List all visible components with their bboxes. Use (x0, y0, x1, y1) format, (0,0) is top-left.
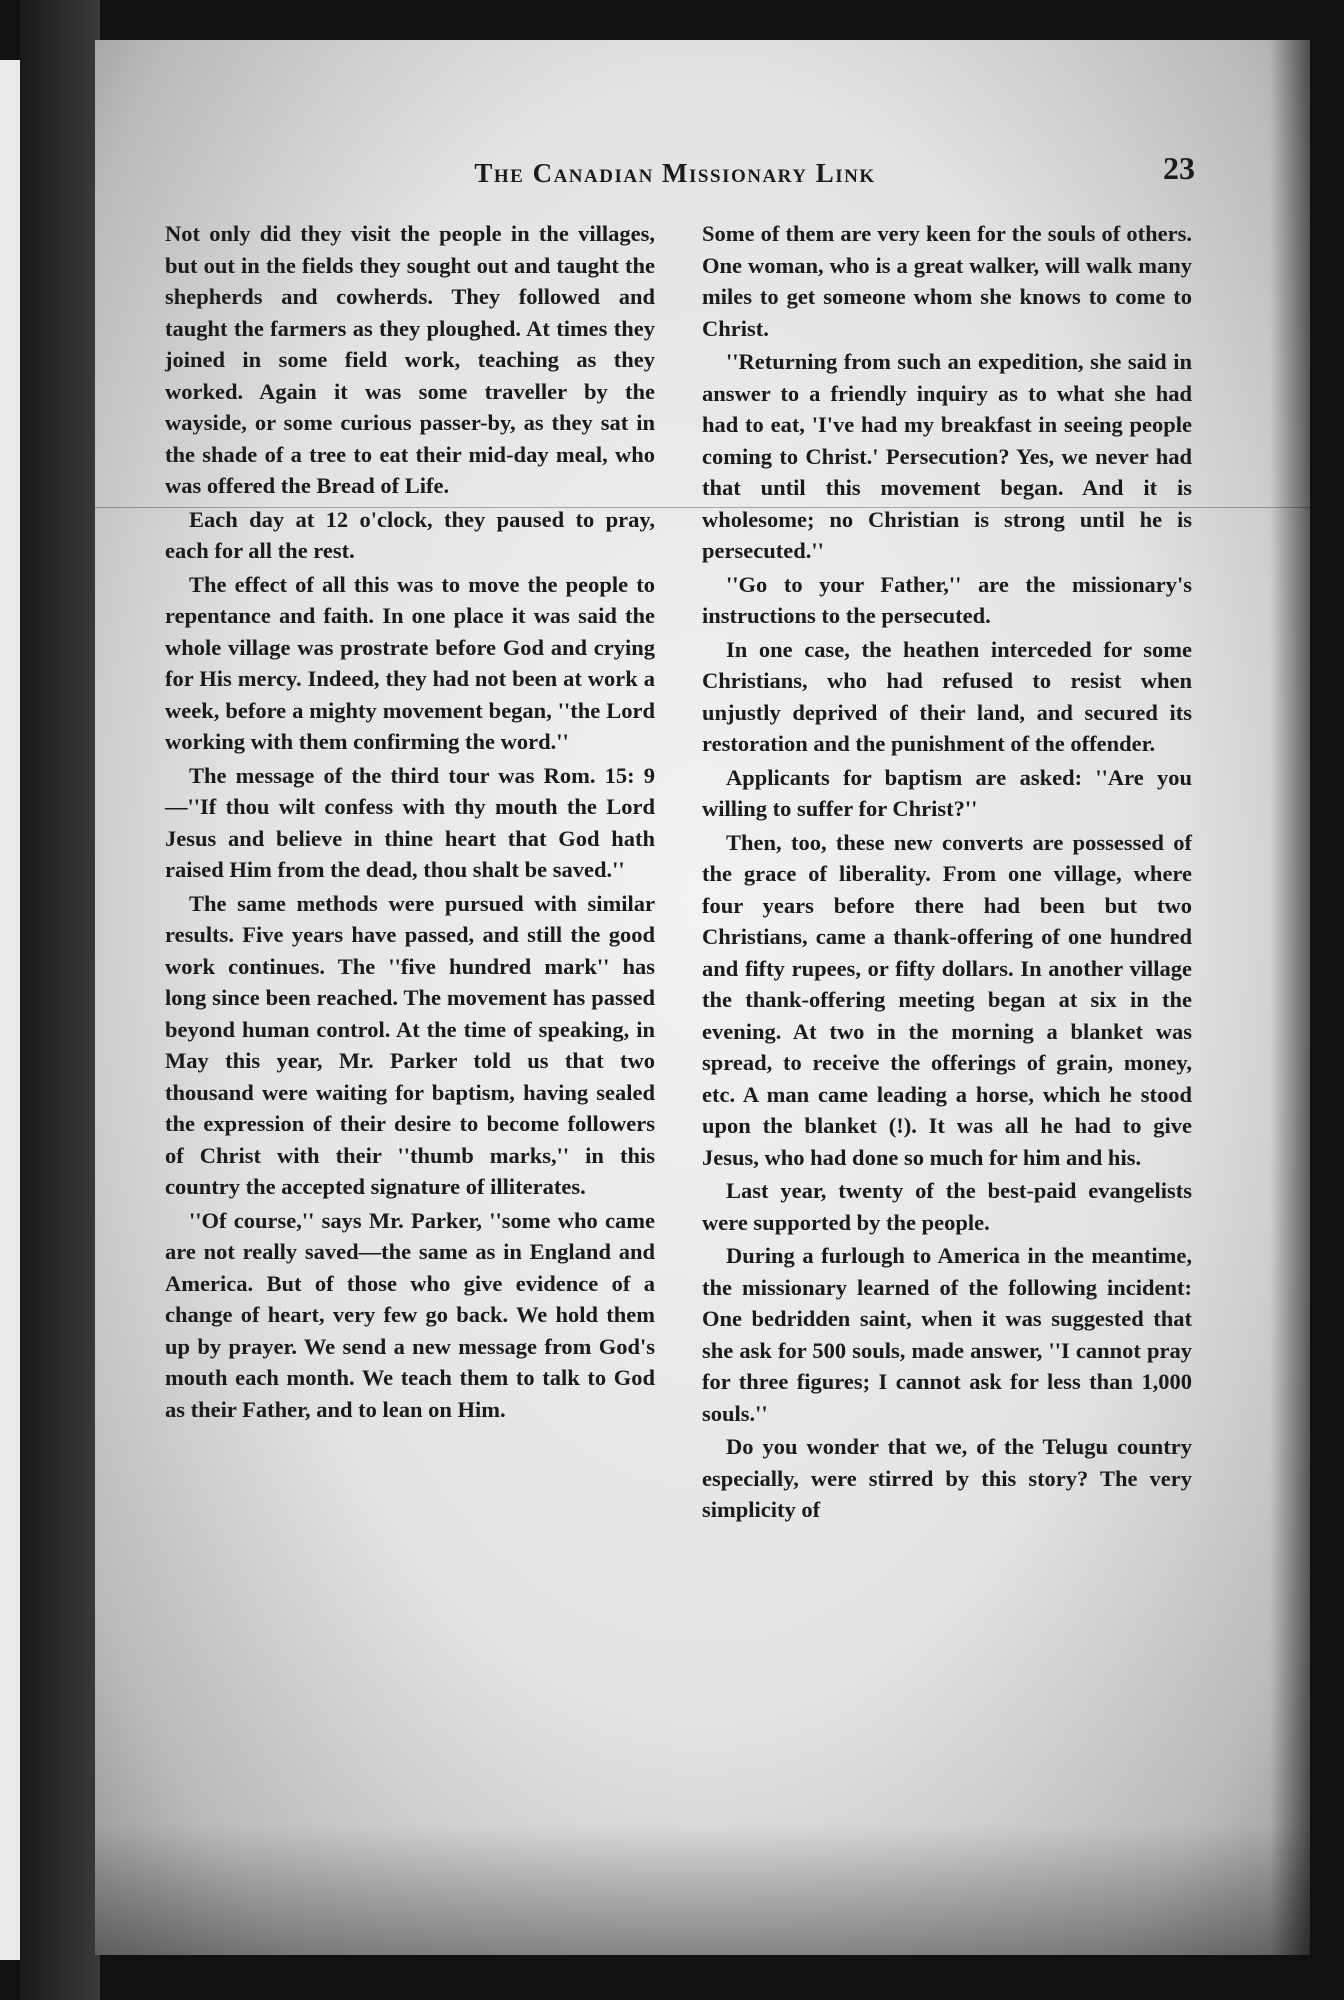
paragraph: Not only did they visit the people in the villages, but out in the fields they sought out and taught the shepherds and cowherds. They followed and taught the farmers as they ploughed. At times they joined in some field work, teaching as they worked. Again it was some traveller by the wayside, or some curious passer-by, as they sat in the shade of a tree to eat their mid-day meal, who was offered the Bread of Life. (165, 221, 655, 498)
paragraph: Applicants for baptism are asked: ''Are you willing to suffer for Christ?'' (702, 764, 1192, 821)
book-page (95, 40, 1310, 1955)
page-header (95, 150, 1310, 218)
paragraph: ''Go to your Father,'' are the missionary's instructions to the persecuted. (702, 571, 1192, 628)
paragraph: Then, too, these new converts are possessed of the grace of liberality. From one village, where four years before there had been but two Christians, came a thank-offering of one hundred and fifty rupees, or fifty dollars. In another village the thank-offering meeting began at six in the evening. At two in the morning a blanket was spread, to receive the offerings of grain, money, etc. A man came leading a horse, which he stood upon the blanket (!). It was all he had to give Jesus, who had done so much for him and his. (702, 829, 1192, 1170)
gutter-shadow (20, 0, 100, 2000)
left-column (165, 218, 655, 1427)
paragraph: Last year, twenty of the best-paid evangelists were supported by the people. (702, 1178, 1192, 1235)
paragraph: In one case, the heathen interceded for some Christians, who had refused to resist when unjustly deprived of their land, and secured its restoration and the punishment of the offender. (702, 636, 1192, 756)
paragraph: The effect of all this was to move the people to repentance and faith. In one place it was said the whole village was prostrate before God and crying for His mercy. Indeed, they had not been at work a week, before a mighty movement began, ''the Lord working with them confirming the word.'' (165, 571, 655, 754)
paragraph: ''Returning from such an expedition, she said in answer to a friendly inquiry as to what she had had to eat, 'I've had my breakfast in seeing people coming to Christ.' Persecution? Yes, we never had that until this movement began. And it is wholesome; no Christian is strong until he is persecuted.'' (702, 349, 1192, 563)
running-title: The Canadian Missionary Link (474, 158, 876, 188)
page-edge-shadow (1270, 40, 1310, 1955)
page-number: 23 (1163, 150, 1195, 186)
paragraph: Some of them are very keen for the souls of others. One woman, who is a great walker, will walk many miles to get someone whom she knows to come to Christ. (702, 221, 1192, 341)
paragraph: ''Of course,'' says Mr. Parker, ''some who came are not really saved—the same as in England and America. But of those who give evidence of a change of heart, very few go back. We hold them up by prayer. We send a new message from God's mouth each month. We teach them to talk to God as their Father, and to lean on Him. (165, 1207, 655, 1422)
paragraph: The same methods were pursued with similar results. Five years have passed, and still the good work continues. The ''five hundred mark'' has long since been reached. The movement has passed beyond human control. At the time of speaking, in May this year, Mr. Parker told us that two thousand were waiting for baptism, having sealed the expression of their desire to become followers of Christ with their ''thumb marks,'' in this country the accepted signature of illiterates. (165, 890, 655, 1199)
paragraph: Each day at 12 o'clock, they paused to pray, each for all the rest. (165, 506, 655, 563)
book-spine-edge (0, 60, 20, 1960)
page-bottom-shadow (95, 1825, 1310, 1955)
paragraph: Do you wonder that we, of the Telugu country especially, were stirred by this story? The very simplicity of (702, 1434, 1192, 1522)
right-column (702, 218, 1192, 1528)
text-columns (165, 218, 1205, 1858)
paragraph: The message of the third tour was Rom. 15: 9—''If thou wilt confess with thy mouth the Lord Jesus and believe in thine heart that God hath raised Him from the dead, thou shalt be saved.'' (165, 762, 655, 882)
paragraph: During a furlough to America in the meantime, the missionary learned of the following incident: One bedridden saint, when it was suggested that she ask for 500 souls, made answer, ''I cannot pray for three figures; I cannot ask for less than 1,000 souls.'' (702, 1243, 1192, 1426)
